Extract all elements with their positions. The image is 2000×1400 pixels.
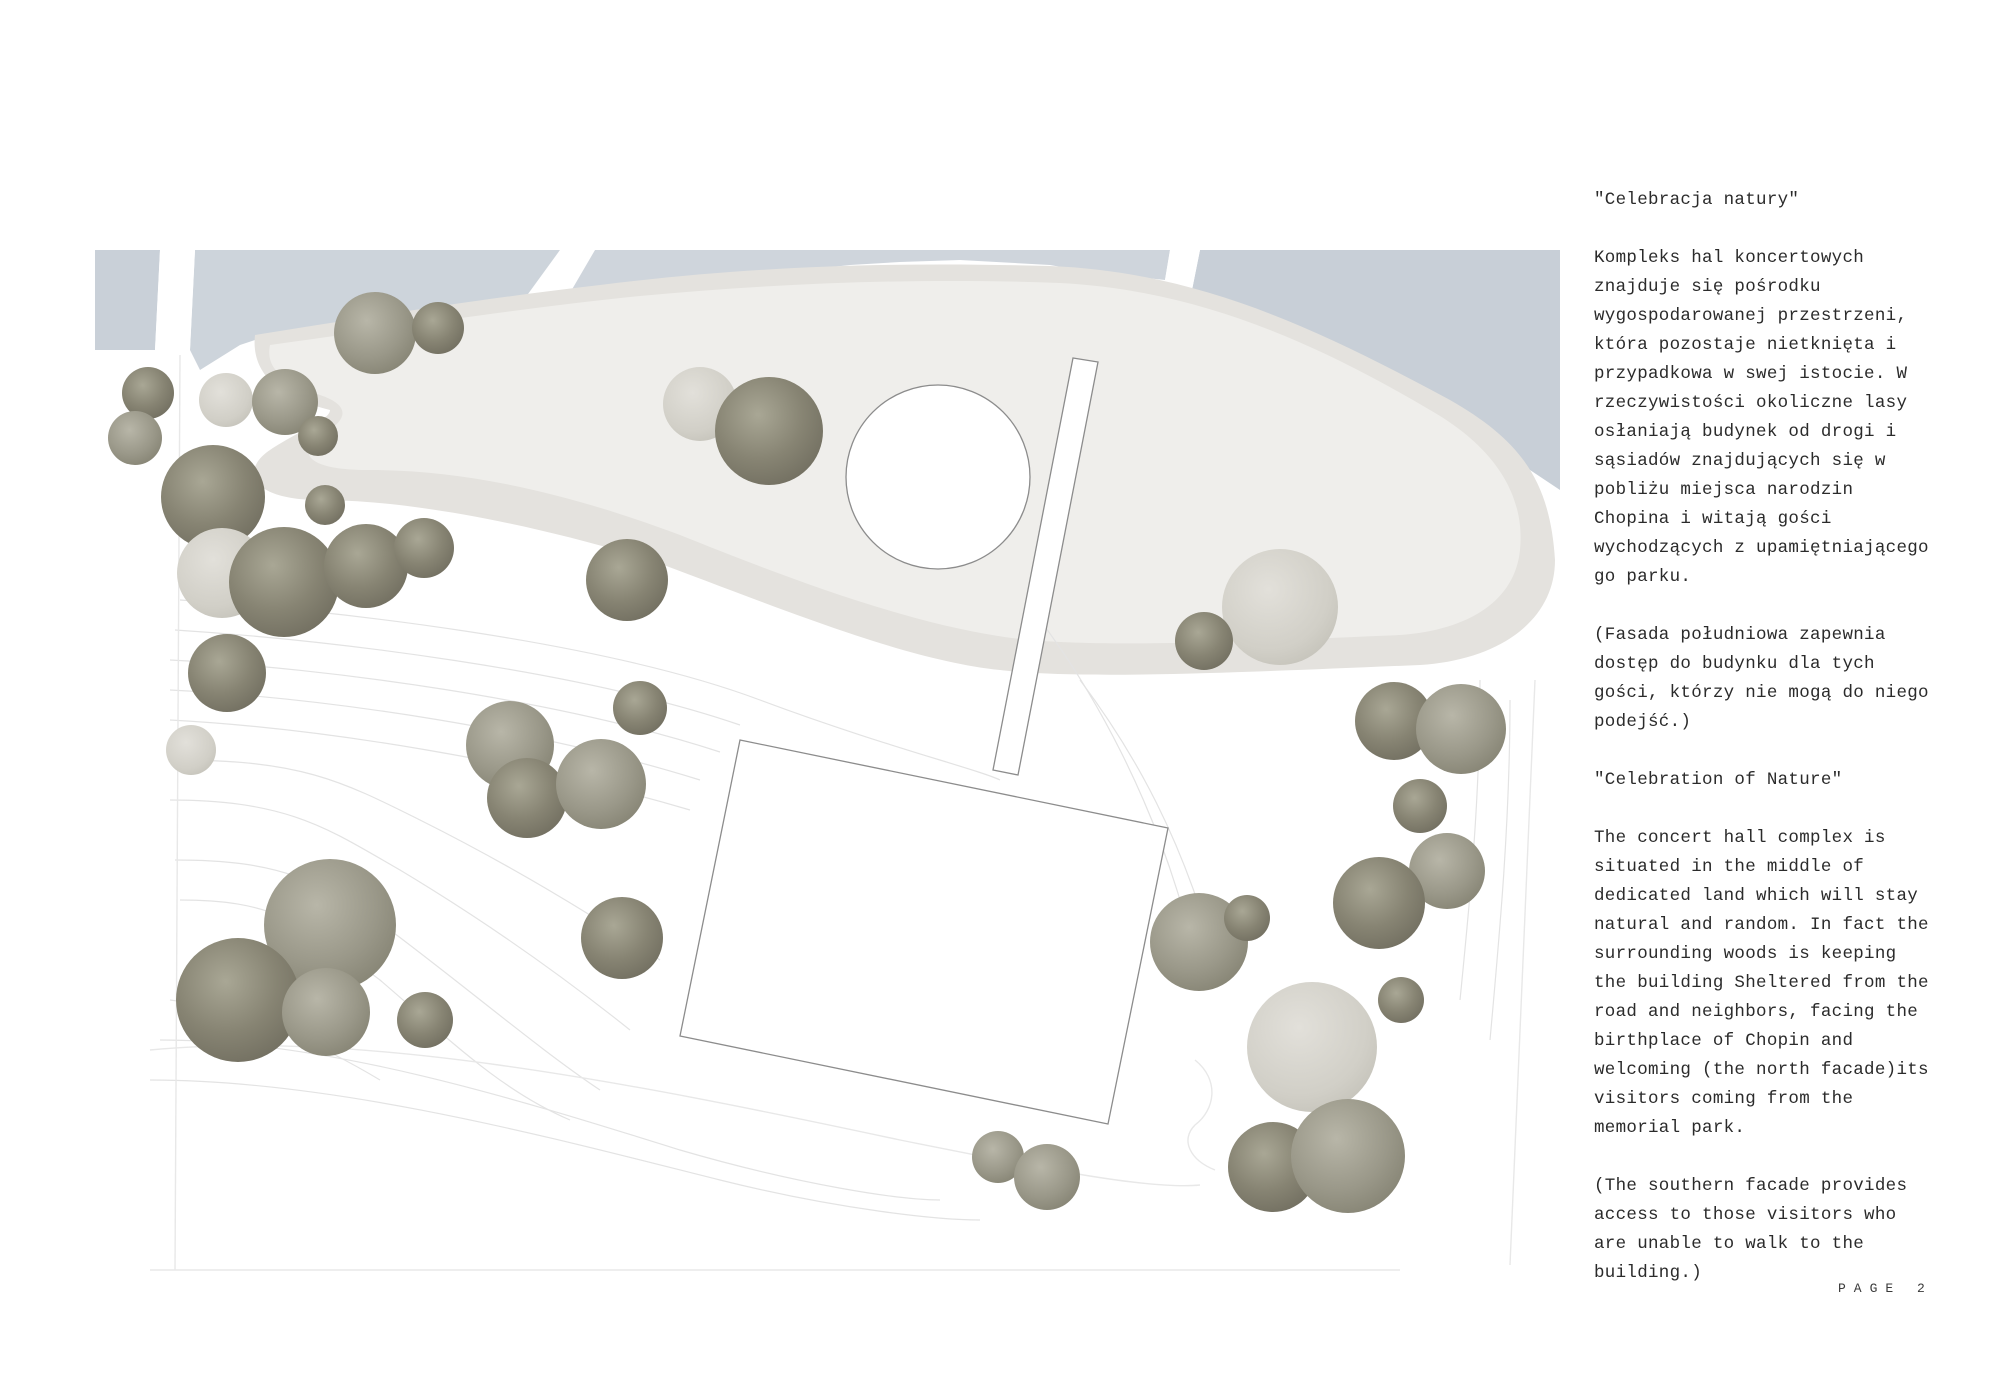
tree [298,416,338,456]
tree [412,302,464,354]
polish-title: "Celebracja natury" [1594,190,1800,210]
english-title: "Celebration of Nature" [1594,770,1843,790]
tree [122,367,174,419]
tree [1224,895,1270,941]
tree [581,897,663,979]
polish-note: (Fasada południowa zapewnia dostęp do budynku dla tych gości, którzy nie mogą do niego podejść.) [1594,625,1929,732]
description-text [1594,186,1984,1317]
tree [715,377,823,485]
tree [324,524,408,608]
tree [1014,1144,1080,1210]
tree [1291,1099,1405,1213]
tree [394,518,454,578]
round-hall [846,385,1030,569]
tree [1222,549,1338,665]
tree [229,527,339,637]
tree [1333,857,1425,949]
tree [397,992,453,1048]
tree [199,373,253,427]
tree [556,739,646,829]
tree [176,938,300,1062]
tree [1247,982,1377,1112]
concert-hall [680,740,1168,1124]
english-body: The concert hall complex is situated in the middle of dedicated land which will stay natural and random. In fact the surrounding woods is keeping the building Sheltered from the road and neighbors, facing the birthplace of Chopin and welcoming (the north facade)its visitors coming from the memorial park. [1594,828,1929,1138]
tree [613,681,667,735]
tree [1393,779,1447,833]
tree [305,485,345,525]
tree [166,725,216,775]
tree [586,539,668,621]
tree [108,411,162,465]
polish-body: Kompleks hal koncertowych znajduje się pośrodku wygospodarowanej przestrzeni, która pozostaje nietknięta i przypadkowa w swej istocie. W rzeczywistości okoliczne lasy osłaniają budynek od drogi i sąsiadów znajdujących się w pobliżu miejsca narodzin Chopina i witają gości wychodzących z upamiętniającego go parku. [1594,248,1929,587]
tree [334,292,416,374]
tree [188,634,266,712]
english-note: (The southern facade provides access to those visitors who are unable to walk to the building.) [1594,1176,1908,1283]
page-number: PAGE 2 [1838,1281,1933,1296]
tree [1416,684,1506,774]
tree [282,968,370,1056]
tree [1378,977,1424,1023]
tree [1175,612,1233,670]
tree [487,758,567,838]
